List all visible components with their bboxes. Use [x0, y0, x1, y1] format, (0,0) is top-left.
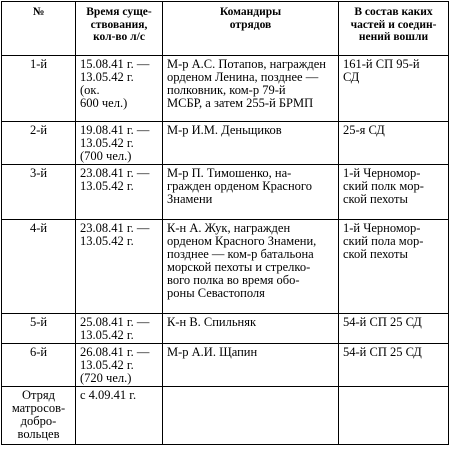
- cell-time: 15.08.41 г. — 13.05.42 г. (ок. 600 чел.): [76, 56, 163, 122]
- cell-commander: М-р И.М. Деньщиков: [163, 122, 339, 165]
- header-number: №: [2, 2, 76, 56]
- header-row: [2, 2, 449, 56]
- cell-unit: 161-й СП 95-й СД: [339, 56, 449, 122]
- cell-number: Отряд матросов- добро- вольцев: [2, 387, 76, 445]
- cell-number: 4-й: [2, 220, 76, 314]
- cell-commander: М-р А.С. Потапов, награжден орденом Ленина, позднее — полковник, ком-р 79-й МСБР, а затем 255-й БРМП: [163, 56, 339, 122]
- cell-unit: 54-й СП 25 СД: [339, 344, 449, 387]
- table-row: [2, 314, 449, 344]
- cell-unit: 25-я СД: [339, 122, 449, 165]
- cell-commander: М-р П. Тимошенко, на- гражден орденом Красного Знамени: [163, 165, 339, 220]
- cell-number: 6-й: [2, 344, 76, 387]
- header-units: В состав каких частей и соедин- нений вошли: [339, 2, 449, 56]
- cell-unit: 1-й Черномор- ский полк мор- ской пехоты: [339, 165, 449, 220]
- cell-time: 23.08.41 г. — 13.05.42 г.: [76, 165, 163, 220]
- cell-time: 25.08.41 г. — 13.05.42 г.: [76, 314, 163, 344]
- cell-number: 3-й: [2, 165, 76, 220]
- cell-number: 5-й: [2, 314, 76, 344]
- table-row: [2, 387, 449, 445]
- cell-unit: 54-й СП 25 СД: [339, 314, 449, 344]
- header-commanders: Командиры отрядов: [163, 2, 339, 56]
- cell-commander: К-н В. Спильняк: [163, 314, 339, 344]
- cell-time: с 4.09.41 г.: [76, 387, 163, 445]
- cell-number: 1-й: [2, 56, 76, 122]
- cell-time: 26.08.41 г. — 13.05.42 г. (720 чел.): [76, 344, 163, 387]
- cell-commander: М-р А.И. Щапин: [163, 344, 339, 387]
- table-row: [2, 344, 449, 387]
- table-row: [2, 165, 449, 220]
- detachments-table: [1, 1, 449, 445]
- cell-unit: [339, 387, 449, 445]
- cell-number: 2-й: [2, 122, 76, 165]
- cell-commander: К-н А. Жук, награжден орденом Красного Знамени, позднее — ком-р батальона морской пехоты и стрелко- вого полка во время обо- роны Севастополя: [163, 220, 339, 314]
- table-row: [2, 56, 449, 122]
- header-time: Время суще- ствования, кол-во л/с: [76, 2, 163, 56]
- table-row: [2, 122, 449, 165]
- cell-time: 23.08.41 г. — 13.05.42 г.: [76, 220, 163, 314]
- table-row: [2, 220, 449, 314]
- cell-time: 19.08.41 г. — 13.05.42 г. (700 чел.): [76, 122, 163, 165]
- cell-commander: [163, 387, 339, 445]
- cell-unit: 1-й Черномор- ский пола мор- ской пехоты: [339, 220, 449, 314]
